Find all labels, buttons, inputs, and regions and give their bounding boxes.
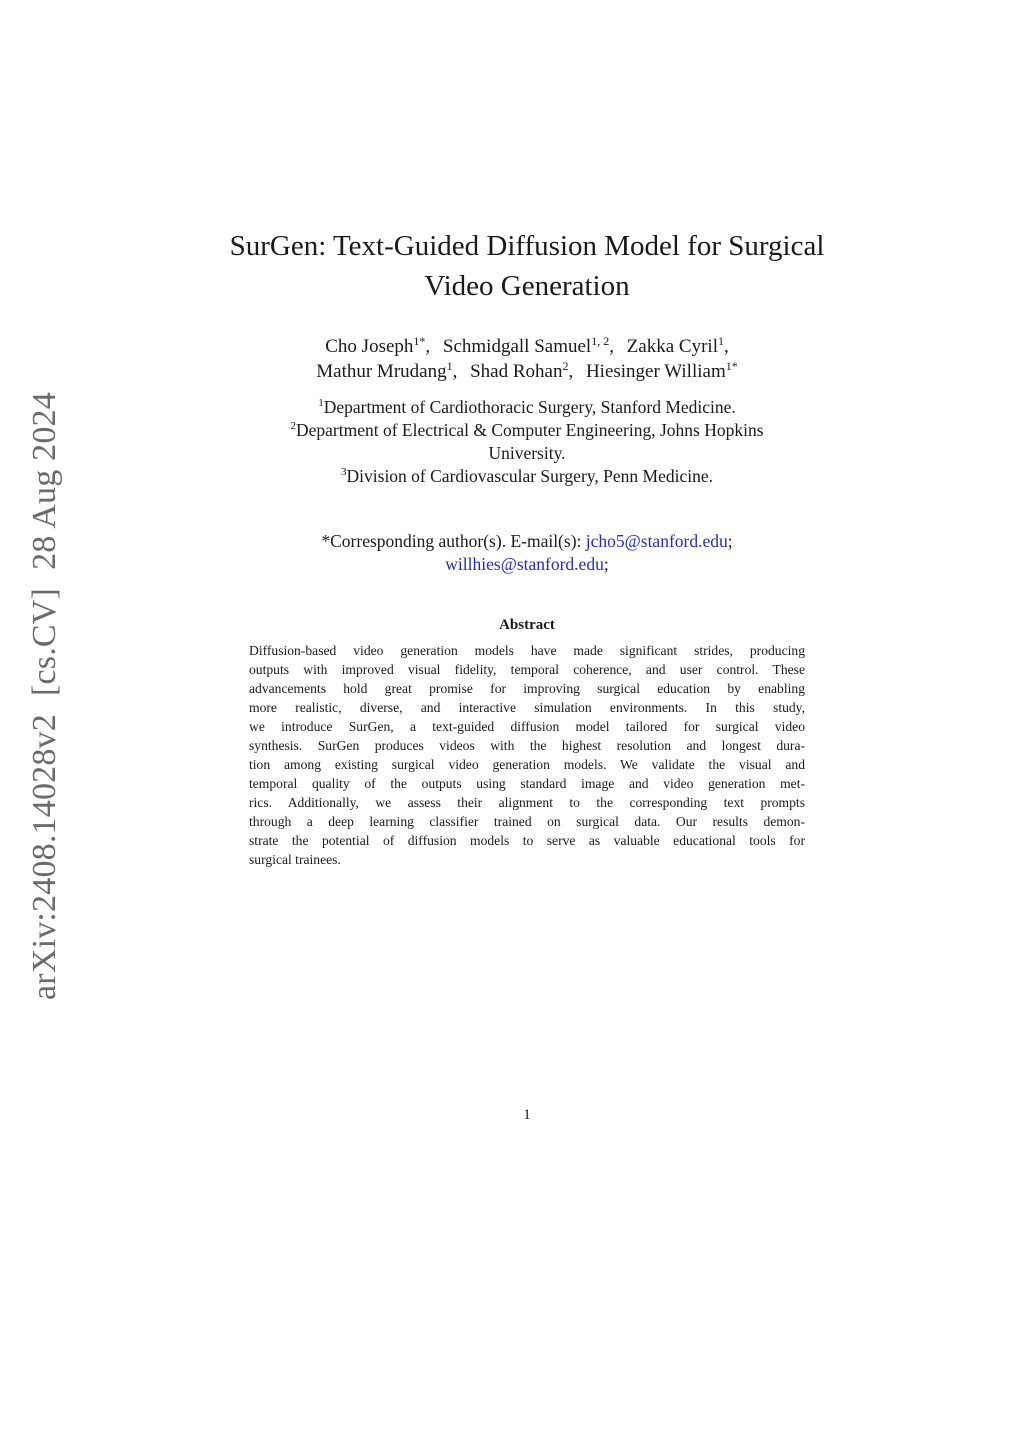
abstract-line: strate the potential of diffusion models to serve as valuable educational tools for bbox=[249, 833, 805, 848]
affiliation: $^3$Division of Cardiovascular Surgery, Penn Medicine. bbox=[341, 466, 713, 486]
author: Zakka Cyril$^1$, bbox=[626, 334, 729, 357]
arxiv-id: arXiv:2408.14028v2 bbox=[26, 714, 63, 1000]
paper-title-line-2: Video Generation bbox=[424, 270, 630, 302]
abstract-line: Diffusion-based video generation models have made significant strides, producing bbox=[249, 643, 805, 658]
affiliation: $^1$Department of Cardiothoracic Surgery, Stanford Medicine. bbox=[318, 397, 736, 417]
corresponding-label: *Corresponding author(s). E-mail(s): bbox=[321, 531, 582, 551]
author-list bbox=[0, 334, 1024, 384]
abstract-line: temporal quality of the outputs using standard image and video generation met- bbox=[249, 776, 805, 791]
abstract-line: rics. Additionally, we assess their alignment to the corresponding text prompts bbox=[249, 795, 805, 810]
author: Shad Rohan$^2$, bbox=[470, 359, 574, 382]
abstract-body bbox=[249, 641, 805, 869]
abstract-line: tion among existing surgical video generation models. We validate the visual and bbox=[249, 757, 805, 772]
paper-title bbox=[0, 226, 1024, 306]
email-link[interactable]: jcho5@stanford.edu bbox=[585, 531, 728, 551]
author-line-2 bbox=[0, 359, 1024, 384]
arxiv-date: 28 Aug 2024 bbox=[26, 392, 63, 570]
affiliation: $^2$Department of Electrical & Computer Engineering, Johns Hopkins bbox=[290, 420, 764, 440]
affiliation: University. bbox=[488, 443, 566, 463]
abstract-line: advancements hold great promise for improving surgical education by enabling bbox=[249, 681, 805, 696]
corresponding-authors: *Corresponding author(s). E-mail(s): jcho5@stanford.edu; willhies@stanford.edu; bbox=[321, 531, 733, 574]
page-number: 1 bbox=[523, 1107, 531, 1123]
affiliation-list bbox=[0, 396, 1024, 488]
abstract-line: synthesis. SurGen produces videos with the highest resolution and longest dura- bbox=[249, 738, 805, 753]
abstract-line: through a deep learning classifier trained on surgical data. Our results demon- bbox=[249, 814, 805, 829]
author-line-1 bbox=[0, 334, 1024, 359]
arxiv-category: [cs.CV] bbox=[26, 587, 63, 697]
author: Mathur Mrudang$^1$, bbox=[316, 359, 458, 382]
abstract-heading: Abstract bbox=[499, 617, 555, 633]
abstract-line: more realistic, diverse, and interactive simulation environments. In this study, bbox=[249, 700, 805, 715]
abstract-line: surgical trainees. bbox=[249, 852, 341, 867]
author: Cho Joseph$^{1*}$, bbox=[325, 334, 431, 357]
abstract-line: outputs with improved visual fidelity, temporal coherence, and user control. These bbox=[249, 662, 805, 677]
email-link[interactable]: willhies@stanford.edu bbox=[445, 554, 604, 574]
abstract-line: we introduce SurGen, a text-guided diffusion model tailored for surgical video bbox=[249, 719, 805, 734]
author: Schmidgall Samuel$^{1, 2}$, bbox=[442, 334, 614, 357]
author: Hiesinger William$^{1*}$ bbox=[585, 359, 738, 382]
paper-title-line-1: SurGen: Text-Guided Diffusion Model for Surgical bbox=[229, 230, 825, 262]
